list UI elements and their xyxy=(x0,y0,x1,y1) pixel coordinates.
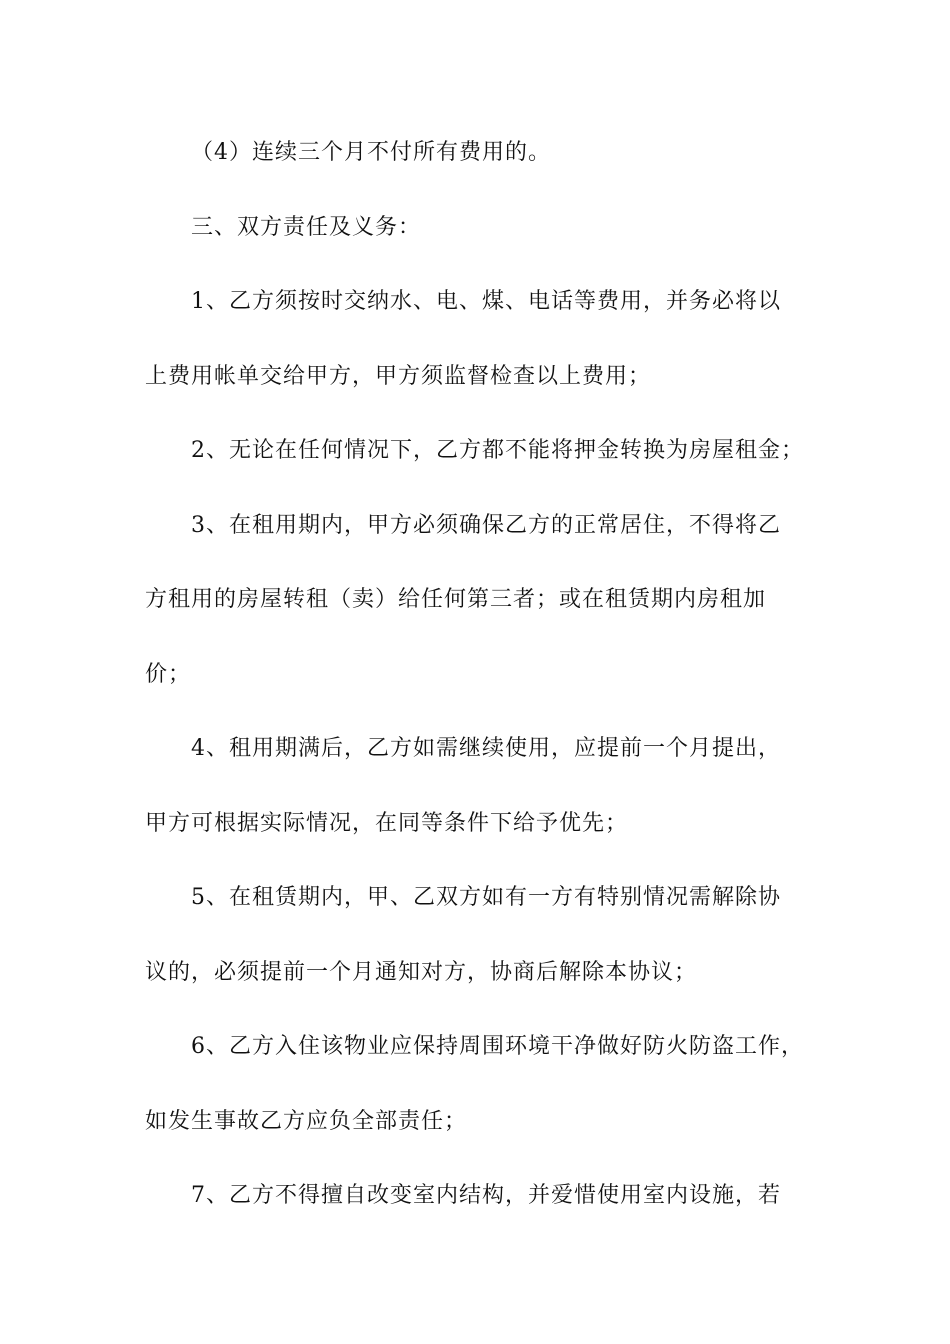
text-line: 2、无论在任何情况下，乙方都不能将押金转换为房屋租金； xyxy=(191,438,804,463)
text-line: 3、在租用期内，甲方必须确保乙方的正常居住，不得将乙 xyxy=(191,513,781,538)
text-line: 价； xyxy=(145,662,192,687)
text-line: 甲方可根据实际情况，在同等条件下给予优先； xyxy=(145,811,629,836)
text-line: 5、在租赁期内，甲、乙双方如有一方有特别情况需解除协 xyxy=(191,885,781,910)
text-line: 6、乙方入住该物业应保持周围环境干净做好防火防盗工作， xyxy=(191,1034,804,1059)
text-line: 上费用帐单交给甲方，甲方须监督检查以上费用； xyxy=(145,364,652,389)
text-line: 方租用的房屋转租（卖）给任何第三者；或在租赁期内房租加 xyxy=(145,587,767,612)
section-heading: 三、双方责任及义务： xyxy=(191,215,422,240)
text-line: 1、乙方须按时交纳水、电、煤、电话等费用，并务必将以 xyxy=(191,289,781,314)
text-line: （4）连续三个月不付所有费用的。 xyxy=(191,140,551,165)
text-line: 4、租用期满后，乙方如需继续使用，应提前一个月提出， xyxy=(191,736,781,761)
text-line: 如发生事故乙方应负全部责任； xyxy=(145,1109,468,1134)
text-line: 议的，必须提前一个月通知对方，协商后解除本协议； xyxy=(145,960,698,985)
text-line: 7、乙方不得擅自改变室内结构，并爱惜使用室内设施，若 xyxy=(191,1183,781,1208)
